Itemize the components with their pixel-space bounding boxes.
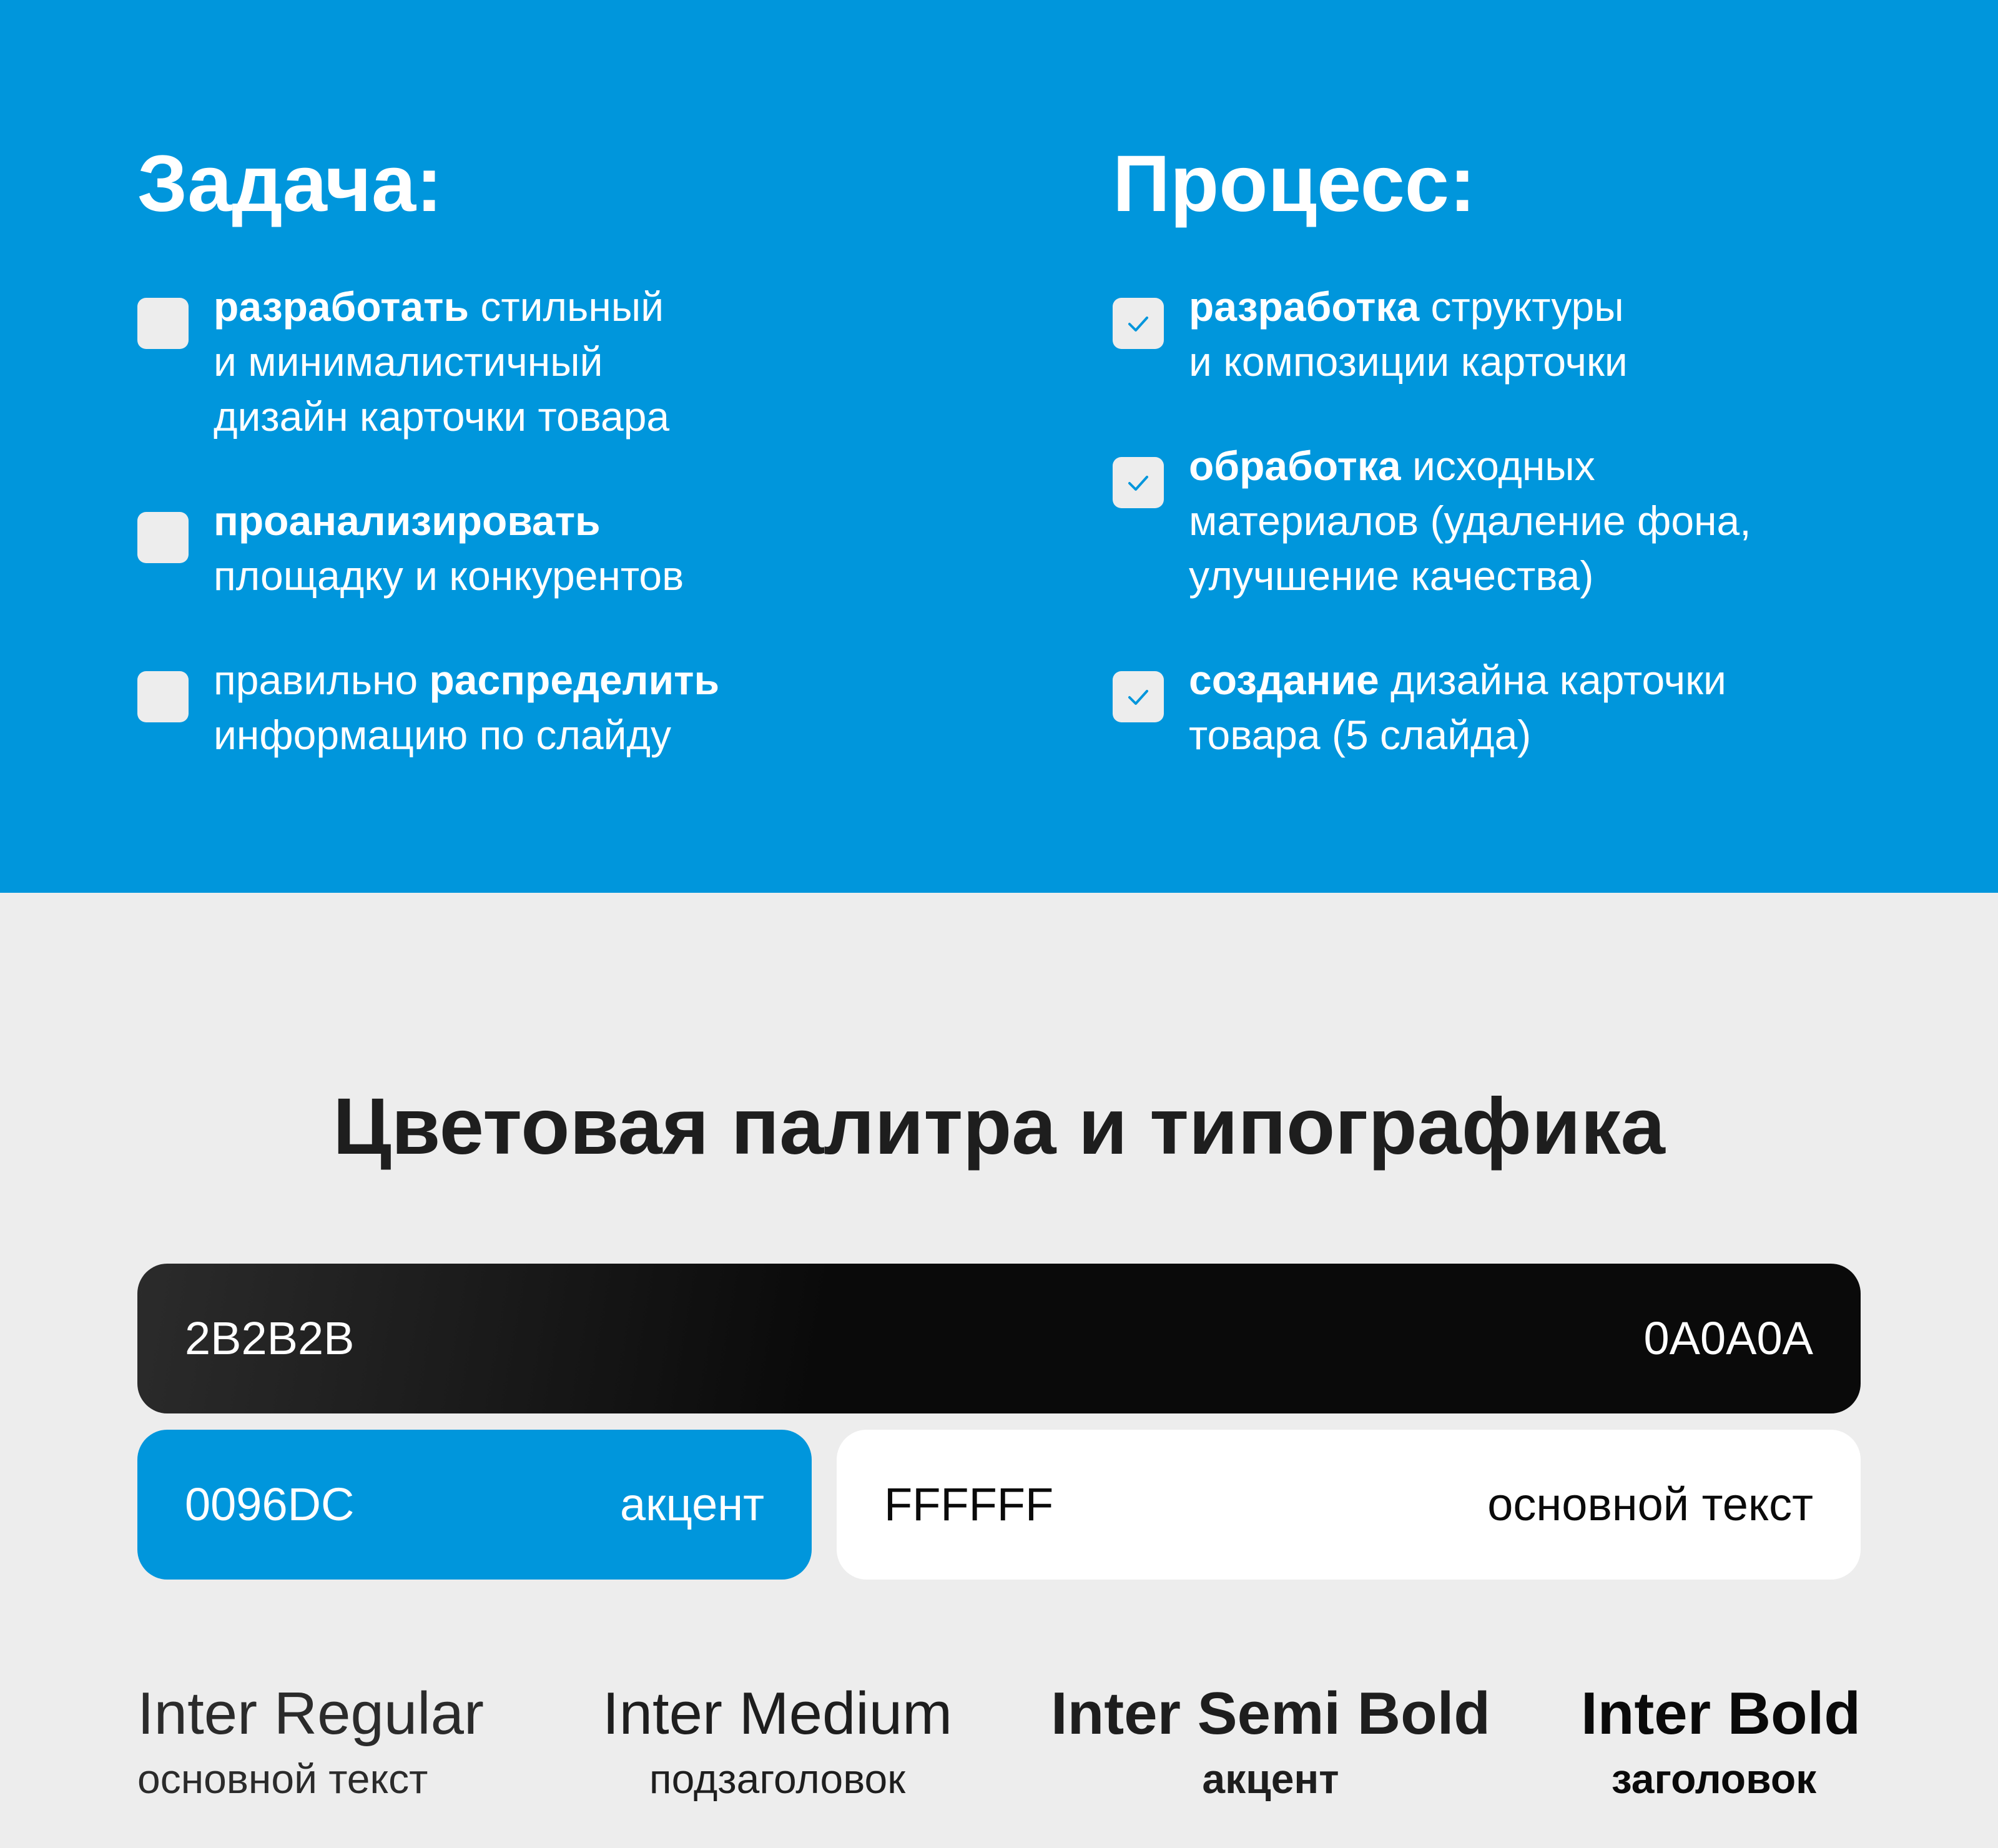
checklist-line: [214, 279, 1036, 334]
checklist-line: [214, 389, 1036, 444]
palette-title: Цветовая палитра и типографика: [333, 1082, 1665, 1171]
typography-regular: [137, 1679, 484, 1807]
checklist-line: [1189, 707, 1924, 762]
font-name: Inter Semi Bold: [1050, 1680, 1491, 1747]
checklist-line: [214, 707, 1036, 762]
checklist-line: [214, 548, 1036, 603]
plain-text: дизайн карточки товара: [214, 393, 670, 440]
emphasis-text: обработка: [1189, 443, 1401, 489]
accent-swatch: [137, 1430, 812, 1580]
checklist-line: [214, 652, 1036, 707]
typography-medium: [581, 1679, 974, 1807]
plain-text: дизайна карточки: [1379, 657, 1726, 703]
process-title: Процесс:: [1113, 139, 1476, 229]
checkbox-checked-icon: [1113, 298, 1164, 349]
plain-text: улучшение качества): [1189, 553, 1594, 599]
font-role: акцент: [1202, 1756, 1339, 1802]
emphasis-text: разработка: [1189, 283, 1420, 330]
checkbox-empty-icon: [137, 298, 189, 349]
plain-text: стильный: [469, 283, 664, 330]
plain-text: материалов (удаление фона,: [1189, 498, 1751, 544]
plain-text: площадку и конкурентов: [214, 553, 684, 599]
plain-text: структуры: [1419, 283, 1624, 330]
checkbox-checked-icon: [1113, 671, 1164, 722]
emphasis-text: создание: [1189, 657, 1379, 703]
task-title: Задача:: [137, 139, 443, 229]
dark-end-code: 0A0A0A: [1643, 1312, 1813, 1364]
white-role: основной текст: [1487, 1478, 1813, 1530]
checklist-item-text: [1189, 652, 1924, 762]
emphasis-text: разработать: [214, 283, 470, 330]
emphasis-text: распределить: [429, 657, 720, 703]
dark-gradient-swatch: [137, 1264, 1861, 1413]
plain-text: информацию по слайду: [214, 712, 671, 758]
plain-text: исходных: [1400, 443, 1595, 489]
accent-code: 0096DC: [185, 1478, 355, 1530]
accent-role: акцент: [620, 1478, 764, 1530]
font-name: Inter Bold: [1581, 1680, 1861, 1747]
checklist-item-text: [214, 493, 1036, 603]
checklist-line: [1189, 652, 1924, 707]
typography-bold: [1567, 1679, 1861, 1807]
font-role: подзаголовок: [649, 1756, 906, 1802]
plain-text: правильно: [214, 657, 430, 703]
checklist-line: [1189, 548, 1924, 603]
dark-start-code: 2B2B2B: [185, 1312, 355, 1364]
checkbox-empty-icon: [137, 671, 189, 722]
emphasis-text: проанализировать: [214, 498, 601, 544]
checklist-line: [1189, 334, 1924, 389]
checklist-item-text: [214, 279, 1036, 444]
plain-text: и минималистичный: [214, 338, 603, 385]
plain-text: товара (5 слайда): [1189, 712, 1532, 758]
white-swatch: [837, 1430, 1861, 1580]
white-code: FFFFFF: [884, 1478, 1054, 1530]
checklist-item-text: [214, 652, 1036, 762]
font-role: заголовок: [1611, 1756, 1817, 1802]
typography-semibold: [1043, 1679, 1498, 1807]
font-name: Inter Medium: [602, 1680, 953, 1747]
checkbox-empty-icon: [137, 512, 189, 563]
checklist-item-text: [1189, 279, 1924, 389]
checkbox-checked-icon: [1113, 457, 1164, 508]
checklist-item-text: [1189, 438, 1924, 603]
font-name: Inter Regular: [137, 1680, 484, 1747]
checklist-line: [1189, 438, 1924, 493]
checklist-line: [1189, 279, 1924, 334]
checklist-line: [1189, 493, 1924, 548]
checklist-line: [214, 493, 1036, 548]
goals-section: [0, 0, 1998, 893]
plain-text: и композиции карточки: [1189, 338, 1628, 385]
font-role: основной текст: [137, 1756, 428, 1802]
checklist-line: [214, 334, 1036, 389]
